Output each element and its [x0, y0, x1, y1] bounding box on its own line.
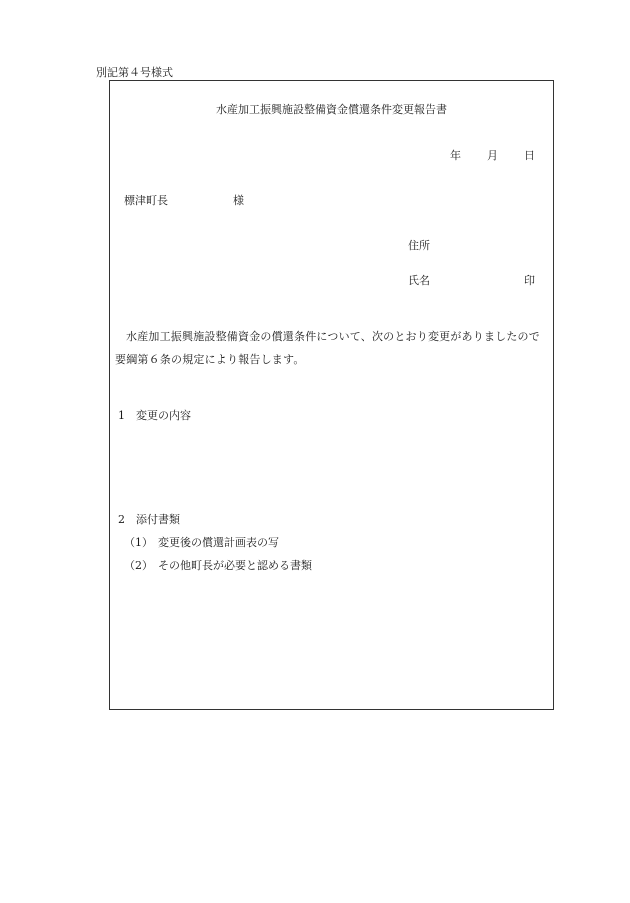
section-number: 1	[118, 409, 125, 422]
date-day: 日	[524, 149, 535, 162]
attachment-item	[124, 536, 279, 550]
attachment-number: （1）	[124, 536, 153, 549]
report-body-text: 水産加工振興施設整備資金の償還条件について、次のとおり変更がありましたので要綱第６条の規定により報告します。	[115, 330, 540, 366]
document-title: 水産加工振興施設整備資金償還条件変更報告書	[216, 103, 447, 116]
section-title: 添付書類	[136, 513, 180, 526]
form-number: 別記第４号様式	[96, 66, 173, 79]
date-line	[450, 149, 535, 163]
attachment-item	[124, 559, 312, 573]
form-frame	[109, 80, 554, 710]
attachment-text: 変更後の償還計画表の写	[158, 536, 279, 549]
attachment-number: （2）	[124, 559, 153, 572]
date-month: 月	[487, 149, 498, 162]
address-label: 住所	[408, 239, 430, 252]
attachment-text: その他町長が必要と認める書類	[158, 559, 312, 572]
section-title: 変更の内容	[136, 409, 191, 422]
date-year: 年	[450, 149, 461, 162]
seal-mark: 印	[524, 274, 535, 287]
section-number: 2	[118, 513, 125, 526]
section-attachments	[118, 513, 180, 527]
section-change-details	[118, 409, 191, 423]
name-label: 氏名	[408, 274, 430, 287]
addressee-name: 標津町長	[124, 194, 168, 207]
addressee-honorific: 様	[233, 194, 244, 207]
